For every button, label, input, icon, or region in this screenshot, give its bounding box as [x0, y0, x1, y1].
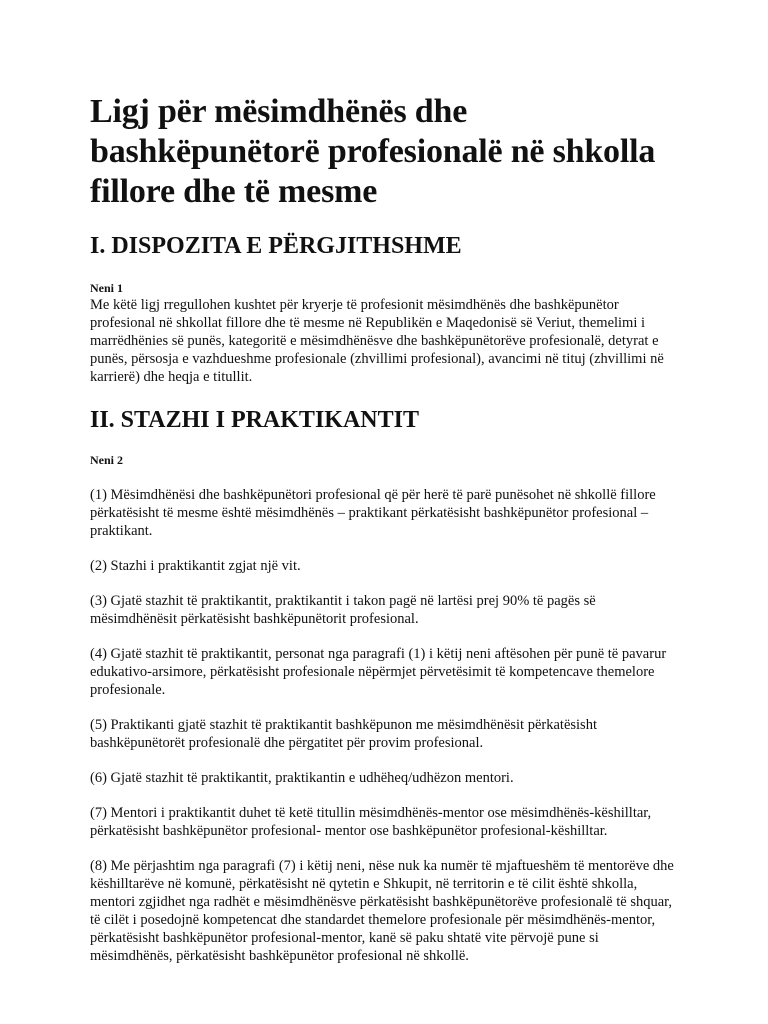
document-title: Ligj për mësimdhënës dhe bashkëpunëtorë profesionalë në shkolla fillore dhe të mesme	[90, 93, 656, 210]
article-2-paragraph-8: (8) Me përjashtim nga paragrafi (7) i këtij neni, nëse nuk ka numër të mjaftueshëm të mentorëve dhe këshilltarëve në komunë, përkatësisht në qytetin e Shkupit, në territorin e të cilit është shkolla, mentori zgjidhet nga radhët e mësimdhënësve përkatësisht bashkëpunëtorëve profesionalë të shquar, të cilët i posedojnë kompetencat dhe standardet themelore profesionale për mësimdhënës-mentor, përkatësisht bashkëpunëtor profesional-mentor, kanë së paku shtatë vite përvojë pune si mësimdhënës, përkatësisht bashkëpunëtor profesional në shkollë.	[90, 858, 674, 964]
article-2-paragraph-7: (7) Mentori i praktikantit duhet të ketë titullin mësimdhënës-mentor ose mësimdhënës-këshilltar, përkatësisht bashkëpunëtor profesional- mentor ose bashkëpunëtor profesional-këshilltar.	[90, 805, 652, 839]
article-label-2: Neni 2	[90, 453, 123, 467]
article-2-paragraph-5: (5) Praktikanti gjatë stazhit të praktikantit bashkëpunon me mësimdhënësit përkatësisht bashkëpunëtorët profesionalë dhe përgatitet për provim profesional.	[90, 717, 597, 751]
article-label-1: Neni 1	[90, 281, 123, 295]
article-1-paragraph: Me këtë ligj rregullohen kushtet për kryerje të profesionit mësimdhënës dhe bashkëpunëtor profesional në shkollat fillore dhe të mesme në Republikën e Maqedonisë së Veriut, themelimi i marrëdhënies së punës, kategoritë e mësimdhënësve dhe bashkëpunëtorëve profesionalë, detyrat e punës, përsosja e vazhdueshme profesionale (zhvillimi profesional), avancimi në tituj (zhvillimi në karrierë) dhe heqja e titullit.	[90, 297, 664, 385]
article-2-paragraph-6: (6) Gjatë stazhit të praktikantit, praktikantin e udhëheq/udhëzon mentori.	[90, 770, 514, 786]
article-2-paragraph-3: (3) Gjatë stazhit të praktikantit, praktikantit i takon pagë në lartësi prej 90% të pagës së mësimdhënësit përkatësisht bashkëpunëtorit profesional.	[90, 593, 596, 627]
article-2-paragraphs	[90, 486, 678, 965]
section-heading-general-provisions: I. DISPOZITA E PËRGJITHSHME	[90, 233, 462, 259]
section-heading-internship: II. STAZHI I PRAKTIKANTIT	[90, 407, 419, 433]
article-2-paragraph-1: (1) Mësimdhënësi dhe bashkëpunëtori profesional që për herë të parë punësohet në shkollë fillore përkatësisht të mesme është mësimdhënës – praktikant përkatësisht bashkëpunëtor profesional – praktikant.	[90, 487, 656, 539]
article-2-paragraph-2: (2) Stazhi i praktikantit zgjat një vit.	[90, 558, 301, 574]
article-2-paragraph-4: (4) Gjatë stazhit të praktikantit, personat nga paragrafi (1) i këtij neni aftësohen për punë të pavarur edukativo-arsimore, përkatësisht profesionale nëpërmjet përvetësimit të kompetencave themelore profesionale.	[90, 646, 667, 698]
